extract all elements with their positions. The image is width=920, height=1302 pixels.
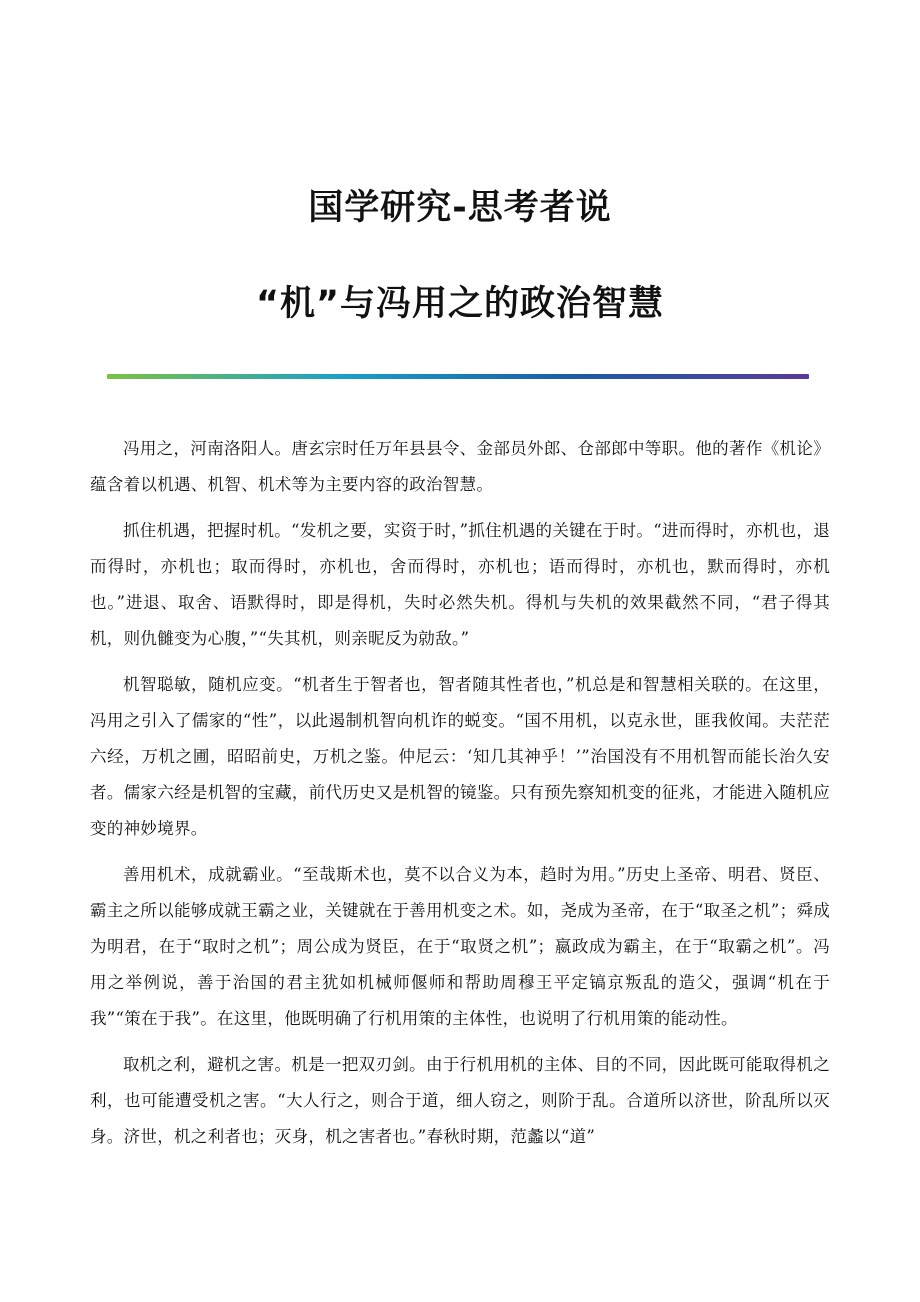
paragraph: 抓住机遇，把握时机。“发机之要，实资于时，”抓住机遇的关键在于时。“进而得时，亦机也，退而得时，亦机也；取而得时，亦机也，舍而得时，亦机也；语而得时，亦机也，默而得时，亦机也。”进退、取舍、语默得时，即是得机，失时必然失机。得机与失机的效果截然不同，“君子得其机，则仇雠变为心腹，”“失其机，则亲昵反为勍敌。” — [90, 521, 830, 648]
paragraph: 取机之利，避机之害。机是一把双刃剑。由于行机用机的主体、目的不同，因此既可能取得机之利，也可能遭受机之害。“大人行之，则合于道，细人窃之，则阶于乱。合道所以济世，阶乱所以灭身。济世，机之利者也；灭身，机之害者也。”春秋时期，范蠡以“道” — [90, 1055, 830, 1146]
paragraph: 冯用之，河南洛阳人。唐玄宗时任万年县县令、金部员外郎、仓部郎中等职。他的著作《机论》蕴含着以机遇、机智、机术等为主要内容的政治智慧。 — [90, 439, 830, 494]
document-title: 国学研究-思考者说 — [308, 188, 612, 228]
title-divider — [107, 374, 809, 379]
paragraph: 机智聪敏，随机应变。“机者生于智者也，智者随其性者也，”机总是和智慧相关联的。在这里，冯用之引入了儒家的“性”，以此遏制机智向机诈的蜕变。“国不用机，以克永世，匪我攸闻。夫茫茫六经，万机之圃，昭昭前史，万机之鉴。仲尼云：‘知几其神乎！’”治国没有不用机智而能长治久安者。儒家六经是机智的宝藏，前代历史又是机智的镜鉴。只有预先察知机变的征兆，才能进入随机应变的神妙境界。 — [90, 675, 830, 838]
article-body — [90, 431, 830, 1165]
paragraph: 善用机术，成就霸业。“至哉斯术也，莫不以合义为本，趋时为用。”历史上圣帝、明君、贤臣、霸主之所以能够成就王霸之业，关键就在于善用机变之术。如，尧成为圣帝，在于“取圣之机”；舜成为明君，在于“取时之机”；周公成为贤臣，在于“取贤之机”；嬴政成为霸主，在于“取霸之机”。冯用之举例说，善于治国的君主犹如机械师偃师和帮助周穆王平定镐京叛乱的造父，强调“机在于我”“策在于我”。在这里，他既明确了行机用策的主体性，也说明了行机用策的能动性。 — [90, 865, 830, 1028]
document-subtitle: “机”与冯用之的政治智慧 — [255, 284, 664, 324]
